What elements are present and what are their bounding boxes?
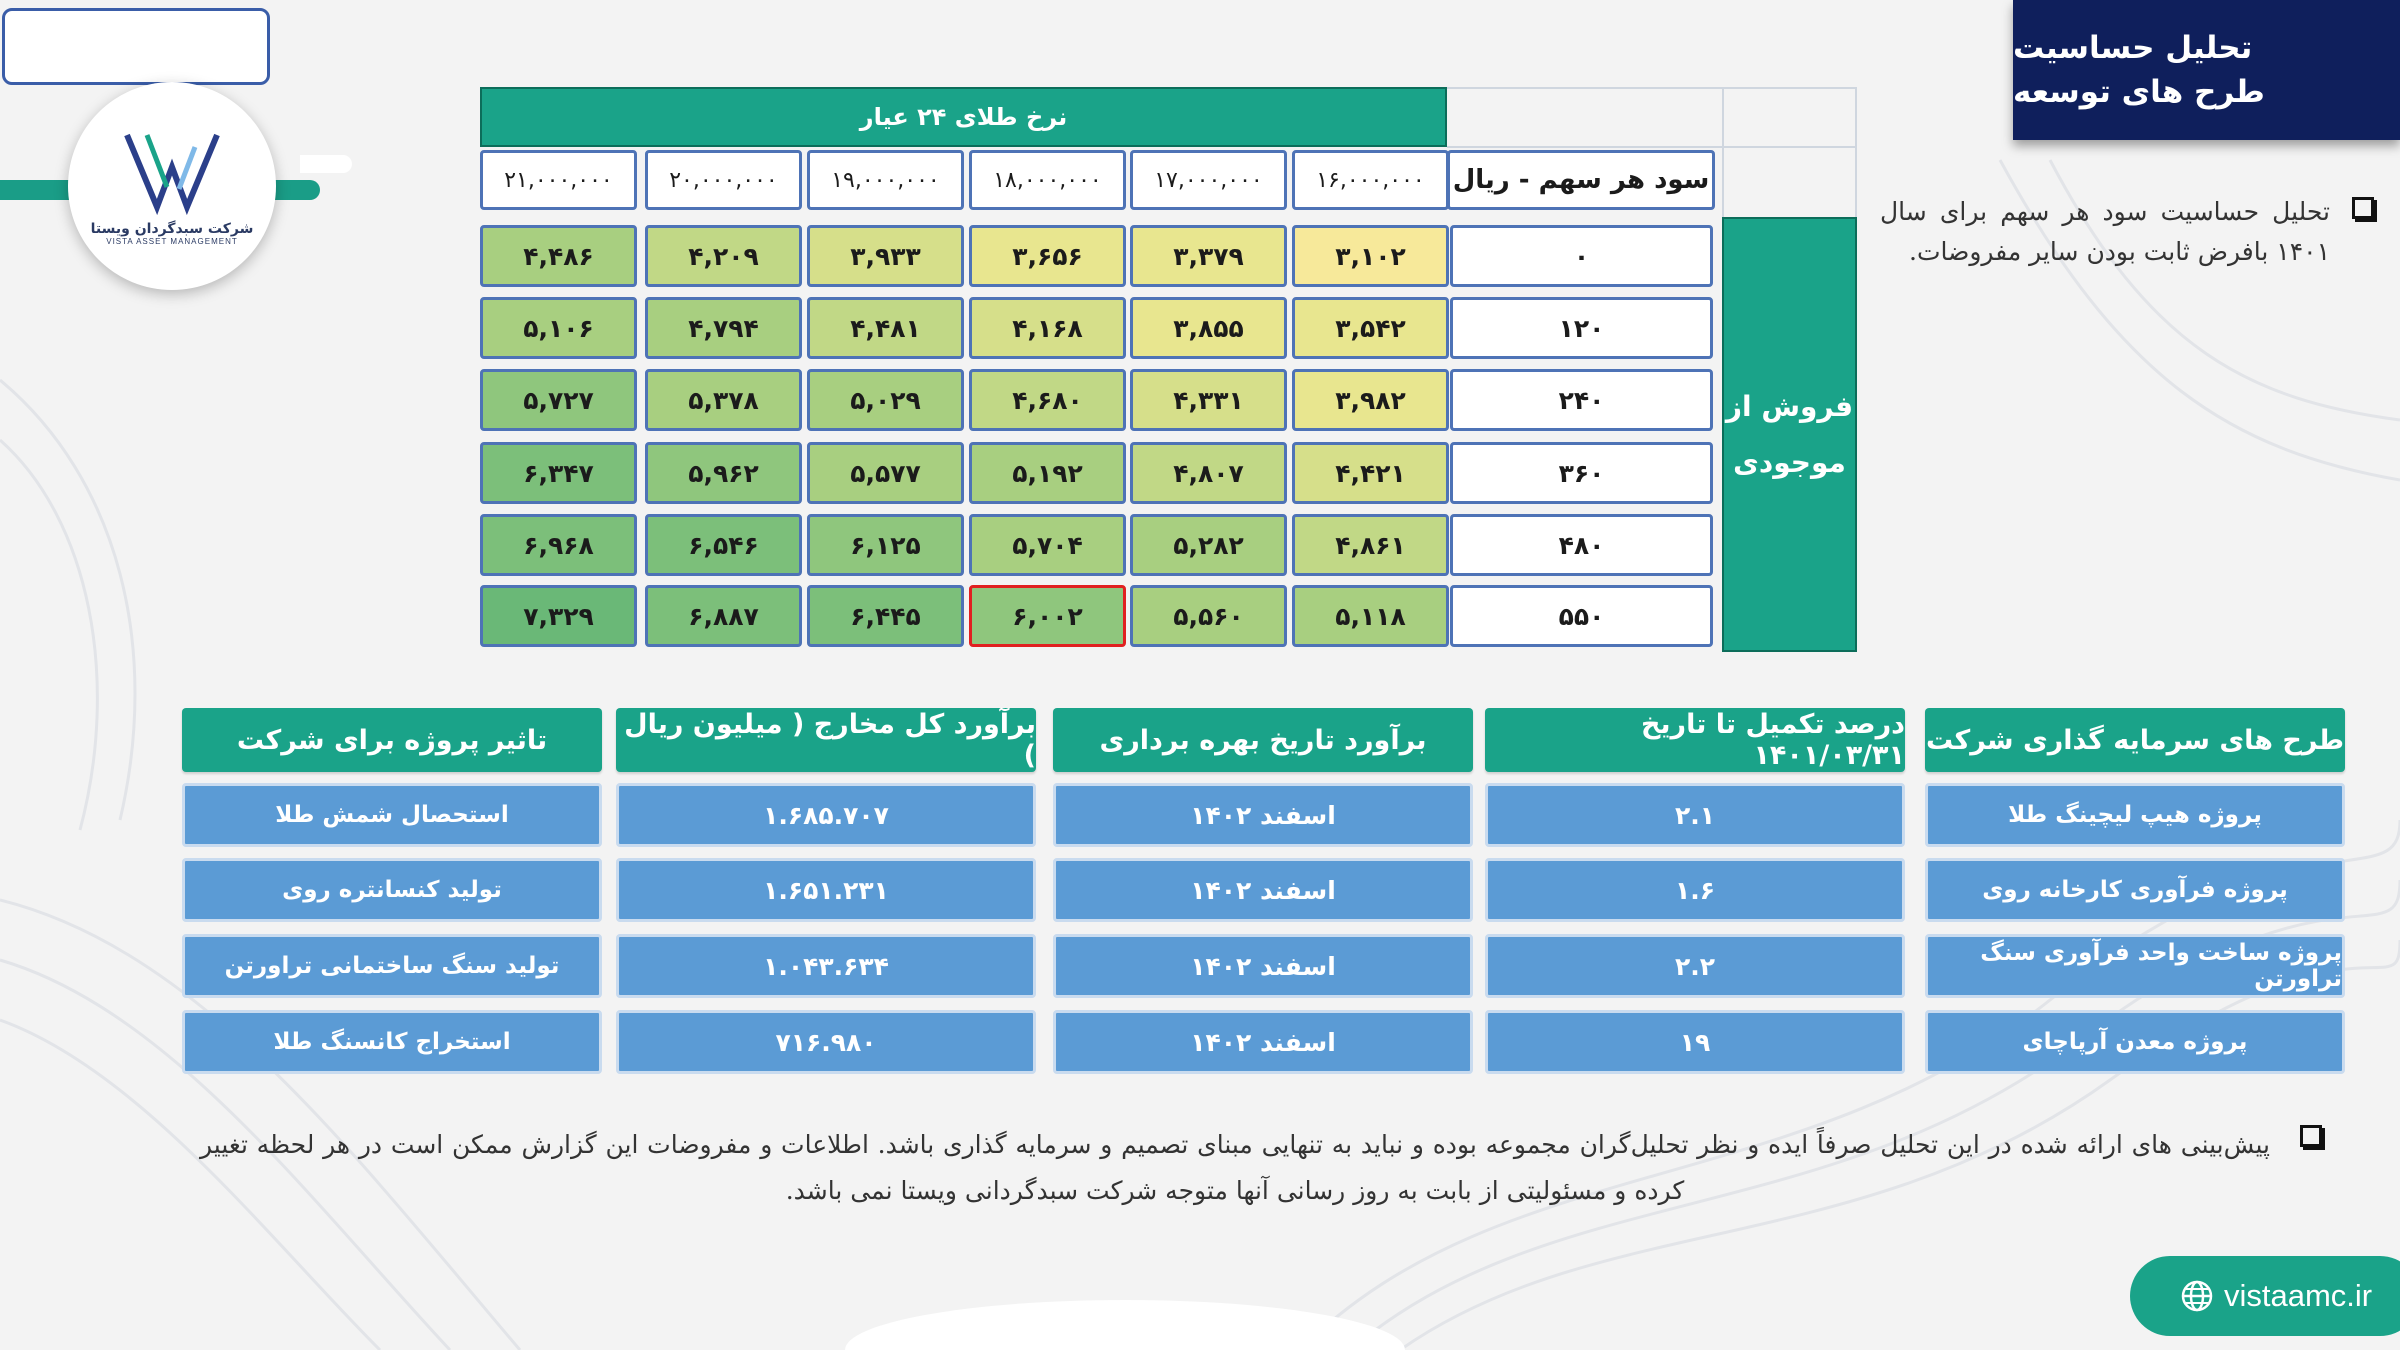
logo-accent-bar-white <box>300 155 352 173</box>
eps-value-cell: ۴,۸۶۱ <box>1292 514 1449 576</box>
eps-value-cell: ۴,۴۸۱ <box>807 297 964 359</box>
website-link[interactable] <box>2130 1256 2400 1336</box>
eps-value-cell: ۴,۸۰۷ <box>1130 442 1287 504</box>
sales-row-label: ۵۵۰ <box>1450 585 1713 647</box>
eps-value-cell: ۴,۴۲۱ <box>1292 442 1449 504</box>
eps-value-cell: ۵,۱۱۸ <box>1292 585 1449 647</box>
logo-subtitle: VISTA ASSET MANAGEMENT <box>106 236 238 246</box>
eps-value-cell: ۶,۳۴۷ <box>480 442 637 504</box>
sales-row-label: ۰ <box>1450 225 1713 287</box>
sales-row-label: ۴۸۰ <box>1450 514 1713 576</box>
eps-value-cell: ۵,۱۰۶ <box>480 297 637 359</box>
eps-value-cell: ۴,۳۳۱ <box>1130 369 1287 431</box>
eps-corner-label: سود هر سهم - ریال <box>1447 150 1715 210</box>
eps-value-cell: ۴,۱۶۸ <box>969 297 1126 359</box>
page-title-line1: تحلیل حساسیت <box>2013 30 2253 66</box>
gold-price-header-cell: ۱۶,۰۰۰,۰۰۰ <box>1292 150 1449 210</box>
gold-price-header-cell: ۱۷,۰۰۰,۰۰۰ <box>1130 150 1287 210</box>
sales-row-label: ۳۶۰ <box>1450 442 1713 504</box>
eps-value-cell: ۵,۳۷۸ <box>645 369 802 431</box>
projects-table-cell: ۷۱۶.۹۸۰ <box>616 1010 1036 1074</box>
gold-price-header-cell: ۲۰,۰۰۰,۰۰۰ <box>645 150 802 210</box>
checkbox-bullet-icon <box>2352 197 2374 219</box>
sensitivity-note: تحلیل حساسیت سود هر سهم برای سال ۱۴۰۱ بافرض ثابت بودن سایر مفروضات. <box>1880 197 2330 266</box>
eps-value-cell: ۳,۸۵۵ <box>1130 297 1287 359</box>
projects-table-cell: ۱.۶۸۵.۷۰۷ <box>616 783 1036 847</box>
eps-value-cell: ۶,۹۶۸ <box>480 514 637 576</box>
vista-logo-icon <box>117 127 227 217</box>
grid-line <box>1447 87 1855 89</box>
eps-value-cell: ۳,۶۵۶ <box>969 225 1126 287</box>
projects-table-cell: پروژه ساخت واحد فرآوری سنگ تراورتن <box>1925 934 2345 998</box>
projects-table-cell: ۱.۶۵۱.۲۳۱ <box>616 858 1036 922</box>
website-url: vistaamc.ir <box>2224 1278 2373 1313</box>
projects-table-cell: ۱.۰۴۳.۶۳۴ <box>616 934 1036 998</box>
eps-value-cell: ۵,۲۸۲ <box>1130 514 1287 576</box>
gold-price-header: نرخ طلای ۲۴ عیار <box>480 87 1447 147</box>
eps-value-cell: ۳,۵۴۲ <box>1292 297 1449 359</box>
eps-value-cell: ۶,۴۴۵ <box>807 585 964 647</box>
eps-value-cell: ۵,۱۹۲ <box>969 442 1126 504</box>
page-title-line2: طرح های توسعه <box>2013 74 2265 110</box>
projects-table-cell: پروژه هیپ لیچینگ طلا <box>1925 783 2345 847</box>
projects-table-cell: ۲.۱ <box>1485 783 1905 847</box>
eps-value-cell: ۴,۴۸۶ <box>480 225 637 287</box>
projects-table-cell: اسفند ۱۴۰۲ <box>1053 1010 1473 1074</box>
eps-value-cell: ۶,۱۲۵ <box>807 514 964 576</box>
disclaimer-text: پیش‌بینی های ارائه شده در این تحلیل صرفاً ایده و نظر تحلیل‌گران مجموعه بوده و نباید به تنهایی مبنای تصمیم و سرمایه گذاری باشد. اطلاعات و مفروضات این گزارش ممکن است در هر لحظه تغییر کرده و مسئولیتی از بابت به روز رسانی آنها متوجه شرکت سبدگردانی ویستا نمی باشد. <box>200 1130 2270 1205</box>
company-logo <box>68 82 276 290</box>
empty-top-box <box>2 8 270 85</box>
gold-price-header-cell: ۱۸,۰۰۰,۰۰۰ <box>969 150 1126 210</box>
projects-table-cell: استحصال شمش طلا <box>182 783 602 847</box>
eps-value-cell: ۵,۹۶۲ <box>645 442 802 504</box>
eps-value-cell: ۴,۶۸۰ <box>969 369 1126 431</box>
grid-line <box>1722 87 1724 217</box>
eps-value-cell: ۴,۷۹۴ <box>645 297 802 359</box>
projects-header-cell: درصد تکمیل تا تاریخ ۱۴۰۱/۰۳/۳۱ <box>1485 708 1905 772</box>
grid-line <box>1447 146 1855 148</box>
eps-value-cell: ۳,۳۷۹ <box>1130 225 1287 287</box>
projects-table-cell: اسفند ۱۴۰۲ <box>1053 934 1473 998</box>
eps-value-cell: ۷,۳۲۹ <box>480 585 637 647</box>
projects-table-cell: ۱۹ <box>1485 1010 1905 1074</box>
projects-table-cell: پروژه معدن آرپاچای <box>1925 1010 2345 1074</box>
eps-value-cell: ۵,۵۶۰ <box>1130 585 1287 647</box>
sales-row-label: ۲۴۰ <box>1450 369 1713 431</box>
gold-price-header-cell: ۲۱,۰۰۰,۰۰۰ <box>480 150 637 210</box>
eps-value-cell: ۳,۹۸۲ <box>1292 369 1449 431</box>
logo-name: شرکت سبدگردان ویستا <box>90 220 254 237</box>
sales-label-line1: فروش از <box>1725 389 1854 423</box>
eps-value-cell: ۵,۷۰۴ <box>969 514 1126 576</box>
projects-table-cell: تولید سنگ ساختمانی تراورتن <box>182 934 602 998</box>
logo-accent-bar <box>272 180 320 200</box>
sales-row-label: ۱۲۰ <box>1450 297 1713 359</box>
eps-value-cell-highlighted: ۶,۰۰۲ <box>969 585 1126 647</box>
eps-value-cell: ۵,۷۲۷ <box>480 369 637 431</box>
globe-icon <box>2180 1279 2214 1313</box>
eps-value-cell: ۴,۲۰۹ <box>645 225 802 287</box>
grid-line <box>1855 87 1857 217</box>
eps-value-cell: ۳,۹۳۳ <box>807 225 964 287</box>
eps-value-cell: ۵,۰۲۹ <box>807 369 964 431</box>
projects-table-cell: اسفند ۱۴۰۲ <box>1053 783 1473 847</box>
projects-table-cell: اسفند ۱۴۰۲ <box>1053 858 1473 922</box>
projects-table-cell: پروژه فرآوری کارخانه روی <box>1925 858 2345 922</box>
eps-value-cell: ۶,۸۸۷ <box>645 585 802 647</box>
projects-table-cell: استخراج کانسنگ طلا <box>182 1010 602 1074</box>
projects-header-cell: تاثیر پروژه برای شرکت <box>182 708 602 772</box>
eps-value-cell: ۶,۵۴۶ <box>645 514 802 576</box>
sales-label-line2: موجودی <box>1733 445 1846 479</box>
projects-header-cell: برآورد کل مخارج ( میلیون ریال ) <box>616 708 1036 772</box>
projects-header-cell: برآورد تاریخ بهره برداری <box>1053 708 1473 772</box>
projects-table-cell: ۱.۶ <box>1485 858 1905 922</box>
gold-price-header-cell: ۱۹,۰۰۰,۰۰۰ <box>807 150 964 210</box>
eps-value-cell: ۳,۱۰۲ <box>1292 225 1449 287</box>
eps-value-cell: ۵,۵۷۷ <box>807 442 964 504</box>
page-title-box <box>2013 0 2400 140</box>
projects-header-cell: طرح های سرمایه گذاری شرکت <box>1925 708 2345 772</box>
sales-from-inventory-label <box>1722 217 1857 652</box>
projects-table-cell: تولید کنسانتره روی <box>182 858 602 922</box>
checkbox-bullet-icon <box>2300 1125 2322 1147</box>
projects-table-cell: ۲.۲ <box>1485 934 1905 998</box>
